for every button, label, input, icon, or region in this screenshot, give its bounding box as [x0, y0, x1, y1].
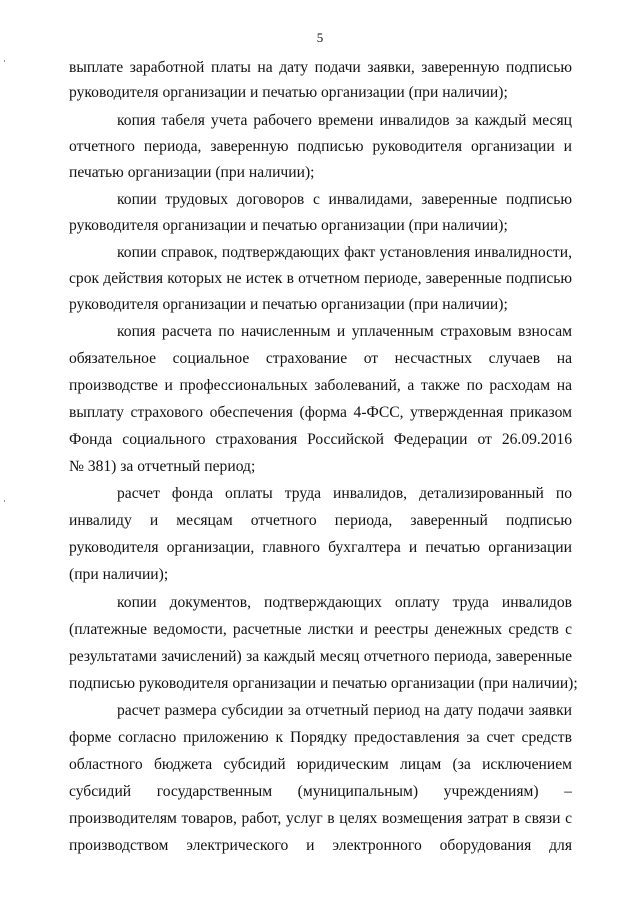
text-line: печатью организации (при наличии); [69, 164, 315, 181]
text-line: руководителя организации, главного бухгалтера и печатью организации [69, 539, 572, 556]
text-line: результатами зачислений) за каждый месяц отчетного периода, заверенные [69, 648, 572, 665]
page-number: 5 [316, 30, 324, 45]
text-line: (платежные ведомости, расчетные листки и реестры денежных средств с [69, 621, 572, 638]
scan-mark [4, 500, 5, 502]
text-line: копия расчета по начисленным и уплаченным страховым взносам [117, 323, 572, 340]
scan-mark [4, 60, 5, 62]
text-line: руководителя организации и печатью организации (при наличии); [69, 217, 508, 234]
text-line: руководителя организации и печатью организации (при наличии); [69, 296, 508, 313]
text-line: инвалиду и месяцам отчетного периода, заверенный подписью [69, 512, 572, 529]
text-line: расчет фонда оплаты труда инвалидов, детализированный по [117, 485, 572, 502]
text-line: производителям товаров, работ, услуг в целях возмещения затрат в связи с [69, 810, 572, 827]
text-line: Фонда социального страхования Российской Федерации от 26.09.2016 [69, 431, 572, 448]
text-line: (при наличии); [69, 566, 169, 583]
text-line: субсидий государственным (муниципальным) учреждениям) – [69, 783, 572, 800]
text-line: производстве и профессиональных заболеваний, а также по расходам на [69, 377, 572, 394]
text-line: отчетного периода, заверенную подписью руководителя организации и [69, 138, 572, 155]
text-line: копии справок, подтверждающих факт установления инвалидности, [117, 244, 572, 261]
text-line: срок действия которых не истек в отчетном периоде, заверенные подписью [69, 270, 572, 287]
text-line: форме согласно приложению к Порядку предоставления за счет средств [69, 729, 572, 746]
text-line: № 381) за отчетный период; [69, 458, 256, 475]
text-line: выплате заработной платы на дату подачи заявки, заверенную подписью [69, 59, 572, 76]
text-line: копии документов, подтверждающих оплату труда инвалидов [117, 594, 572, 611]
text-line: подписью руководителя организации и печатью организации (при наличии); [69, 675, 578, 692]
text-line: производством электрического и электронного оборудования для [69, 837, 572, 854]
text-line: копия табеля учета рабочего времени инвалидов за каждый месяц [117, 112, 572, 129]
text-line: обязательное социальное страхование от несчастных случаев на [69, 350, 572, 367]
text-line: руководителя организации и печатью организации (при наличии); [69, 84, 508, 101]
text-line: копии трудовых договоров с инвалидами, заверенные подписью [117, 191, 572, 208]
text-line: выплату страхового обеспечения (форма 4-ФСС, утвержденная приказом [69, 404, 572, 421]
text-line: областного бюджета субсидий юридическим лицам (за исключением [69, 756, 572, 773]
text-line: расчет размера субсидии за отчетный период на дату подачи заявки [117, 702, 572, 719]
